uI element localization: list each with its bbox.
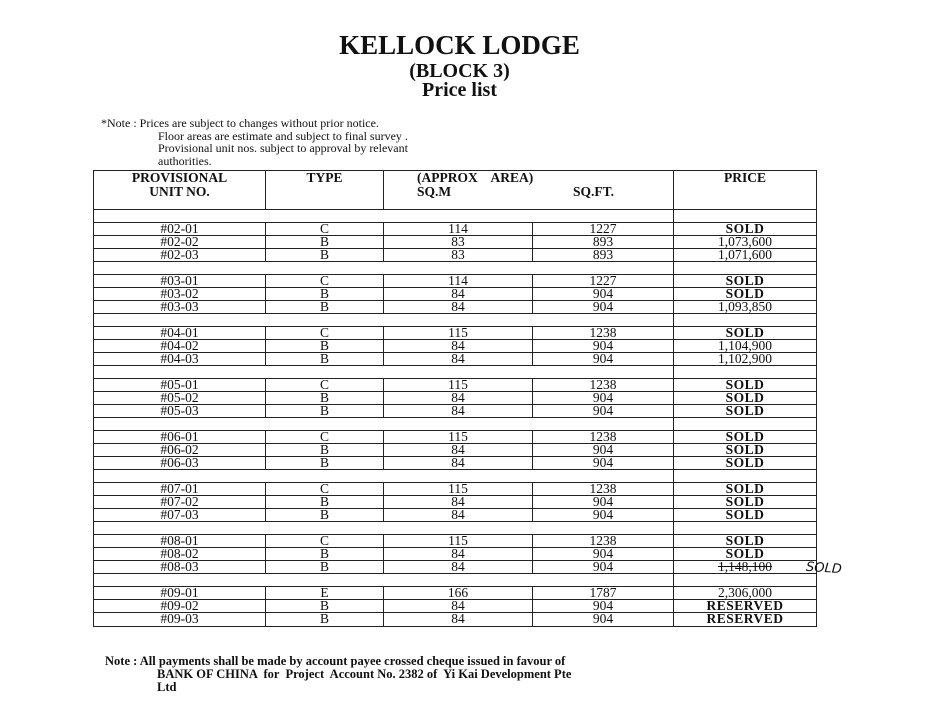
cell-area-sqm: 84 — [384, 353, 533, 366]
cell-area-sqm: 84 — [384, 443, 533, 456]
cell-unit-no: #02-01 — [94, 222, 266, 235]
cell-type: B — [266, 443, 384, 456]
cell-area-sqft: 1227 — [533, 222, 674, 235]
cell-area-sqm: 84 — [384, 613, 533, 626]
cell-area-sqft: 1238 — [533, 534, 674, 547]
cell-area-sqm: 115 — [384, 378, 533, 391]
footer-line: Ltd — [157, 680, 177, 694]
table-header-row — [94, 171, 817, 210]
cell-area-sqm: 84 — [384, 457, 533, 470]
price-table — [93, 170, 817, 627]
header-sqft: SQ.FT. — [573, 184, 615, 199]
cell-area-sqft: 893 — [533, 248, 674, 261]
cell-type: B — [266, 548, 384, 561]
disclaimer-note — [101, 117, 408, 167]
cell-type: C — [266, 534, 384, 547]
cell-price: 2,306,000 — [674, 586, 817, 599]
cell-price: SOLD — [674, 326, 817, 339]
document-subtitle: (BLOCK 3) — [409, 60, 510, 82]
cell-price: SOLD — [674, 457, 817, 470]
cell-area-sqft: 904 — [533, 405, 674, 418]
footer-line: All payments shall be made by account payee crossed cheque issued in favour of — [139, 654, 566, 668]
cell-price: SOLD — [674, 496, 817, 509]
cell-price: SOLD — [674, 274, 817, 287]
cell-area-sqft: 1238 — [533, 378, 674, 391]
cell-type: C — [266, 274, 384, 287]
cell-type: B — [266, 457, 384, 470]
cell-area-sqft: 1238 — [533, 482, 674, 495]
cell-price: 1,093,850 — [674, 300, 817, 313]
cell-type: B — [266, 353, 384, 366]
cell-price: SOLD — [674, 443, 817, 456]
note-line: authorities. — [158, 153, 212, 168]
cell-area-sqft: 904 — [533, 613, 674, 626]
cell-area-sqm: 114 — [384, 274, 533, 287]
cell-area-sqm: 84 — [384, 561, 533, 574]
cell-price: 1,104,900 — [674, 339, 817, 352]
header-area — [384, 171, 674, 210]
cell-price: SOLD — [674, 548, 817, 561]
cell-area-sqft: 904 — [533, 561, 674, 574]
cell-unit-no: #04-01 — [94, 326, 266, 339]
cell-unit-no: #07-03 — [94, 509, 266, 522]
cell-type: B — [266, 248, 384, 261]
cell-type: B — [266, 300, 384, 313]
cell-type: B — [266, 287, 384, 300]
cell-area-sqm: 84 — [384, 391, 533, 404]
table-row — [94, 353, 817, 366]
note-line: Floor areas are estimate and subject to final survey . — [158, 128, 408, 143]
note-prefix: *Note : — [101, 116, 140, 130]
cell-unit-no: #07-02 — [94, 496, 266, 509]
cell-type: B — [266, 509, 384, 522]
cell-area-sqft: 1238 — [533, 326, 674, 339]
footer-prefix: Note : — [105, 654, 140, 668]
cell-area-sqm: 166 — [384, 586, 533, 599]
cell-price: SOLD — [674, 534, 817, 547]
cell-area-sqft: 904 — [533, 457, 674, 470]
cell-area-sqm: 84 — [384, 339, 533, 352]
cell-unit-no: #05-02 — [94, 391, 266, 404]
cell-price: RESERVED — [674, 613, 817, 626]
cell-area-sqm: 83 — [384, 248, 533, 261]
cell-area-sqft: 904 — [533, 600, 674, 613]
cell-area-sqm: 84 — [384, 548, 533, 561]
cell-price: 1,148,100 — [674, 561, 817, 574]
cell-area-sqft: 904 — [533, 443, 674, 456]
table-row — [94, 561, 817, 574]
cell-unit-no: #08-01 — [94, 534, 266, 547]
cell-price: SOLD — [674, 509, 817, 522]
table-row — [94, 457, 817, 470]
cell-area-sqft: 1787 — [533, 586, 674, 599]
cell-unit-no: #05-01 — [94, 378, 266, 391]
cell-area-sqft: 904 — [533, 391, 674, 404]
note-line: Provisional unit nos. subject to approval by relevant — [158, 141, 408, 155]
cell-price: RESERVED — [674, 600, 817, 613]
cell-price: SOLD — [674, 222, 817, 235]
cell-unit-no: #04-03 — [94, 353, 266, 366]
cell-price: SOLD — [674, 405, 817, 418]
cell-price: SOLD — [674, 482, 817, 495]
table-row — [94, 405, 817, 418]
header-price: PRICE — [674, 171, 817, 210]
cell-area-sqm: 84 — [384, 300, 533, 313]
cell-area-sqm: 84 — [384, 496, 533, 509]
cell-unit-no: #09-02 — [94, 600, 266, 613]
cell-unit-no: #04-02 — [94, 339, 266, 352]
header-area-label: (APPROX AREA) — [417, 170, 534, 185]
cell-unit-no: #05-03 — [94, 405, 266, 418]
footer-line: BANK OF CHINA for Project Account No. 2382 of Yi Kai Development Pte — [157, 667, 572, 681]
document-title: KELLOCK LODGE — [339, 30, 580, 60]
cell-type: C — [266, 430, 384, 443]
cell-unit-no: #03-01 — [94, 274, 266, 287]
cell-type: C — [266, 222, 384, 235]
header-sqm: SQ.M — [417, 184, 452, 199]
cell-unit-no: #08-02 — [94, 548, 266, 561]
note-line: Prices are subject to changes without prior notice. — [139, 116, 379, 130]
cell-area-sqft: 904 — [533, 548, 674, 561]
cell-area-sqm: 115 — [384, 430, 533, 443]
cell-area-sqft: 904 — [533, 300, 674, 313]
cell-area-sqm: 84 — [384, 287, 533, 300]
payment-note — [105, 655, 571, 694]
table-row — [94, 248, 817, 261]
cell-unit-no: #08-03 — [94, 561, 266, 574]
cell-area-sqm: 115 — [384, 534, 533, 547]
cell-area-sqft: 904 — [533, 287, 674, 300]
cell-area-sqm: 84 — [384, 405, 533, 418]
cell-type: B — [266, 405, 384, 418]
cell-type: B — [266, 496, 384, 509]
cell-type: C — [266, 482, 384, 495]
cell-price: 1,071,600 — [674, 248, 817, 261]
cell-type: B — [266, 235, 384, 248]
cell-price: SOLD — [674, 430, 817, 443]
table-row — [94, 613, 817, 626]
header-type: TYPE — [266, 171, 384, 210]
cell-area-sqm: 83 — [384, 235, 533, 248]
cell-price: SOLD — [674, 391, 817, 404]
cell-price: SOLD — [674, 287, 817, 300]
cell-unit-no: #02-03 — [94, 248, 266, 261]
cell-area-sqft: 904 — [533, 496, 674, 509]
cell-type: C — [266, 378, 384, 391]
cell-type: B — [266, 339, 384, 352]
cell-area-sqm: 115 — [384, 326, 533, 339]
cell-price: 1,073,600 — [674, 235, 817, 248]
cell-type: B — [266, 391, 384, 404]
document-heading: Price list — [422, 79, 497, 101]
cell-area-sqm: 84 — [384, 600, 533, 613]
cell-area-sqft: 1238 — [533, 430, 674, 443]
cell-area-sqft: 1227 — [533, 274, 674, 287]
cell-area-sqft: 904 — [533, 509, 674, 522]
cell-area-sqm: 114 — [384, 222, 533, 235]
handwritten-annotation: SOLD — [805, 559, 843, 578]
header-unit-label: PROVISIONAL UNIT NO. — [131, 170, 228, 199]
cell-unit-no: #09-01 — [94, 586, 266, 599]
cell-unit-no: #07-01 — [94, 482, 266, 495]
header-unit — [94, 171, 266, 210]
cell-type: C — [266, 326, 384, 339]
cell-unit-no: #06-01 — [94, 430, 266, 443]
table-row — [94, 300, 817, 313]
cell-unit-no: #09-03 — [94, 613, 266, 626]
cell-type: B — [266, 600, 384, 613]
cell-unit-no: #02-02 — [94, 235, 266, 248]
cell-area-sqm: 84 — [384, 509, 533, 522]
cell-type: B — [266, 613, 384, 626]
cell-price: 1,102,900 — [674, 353, 817, 366]
cell-unit-no: #03-03 — [94, 300, 266, 313]
cell-area-sqft: 904 — [533, 353, 674, 366]
cell-type: E — [266, 586, 384, 599]
cell-unit-no: #06-02 — [94, 443, 266, 456]
cell-unit-no: #03-02 — [94, 287, 266, 300]
cell-area-sqm: 115 — [384, 482, 533, 495]
table-row — [94, 509, 817, 522]
cell-area-sqft: 893 — [533, 235, 674, 248]
cell-unit-no: #06-03 — [94, 457, 266, 470]
cell-area-sqft: 904 — [533, 339, 674, 352]
cell-type: B — [266, 561, 384, 574]
cell-price: SOLD — [674, 378, 817, 391]
